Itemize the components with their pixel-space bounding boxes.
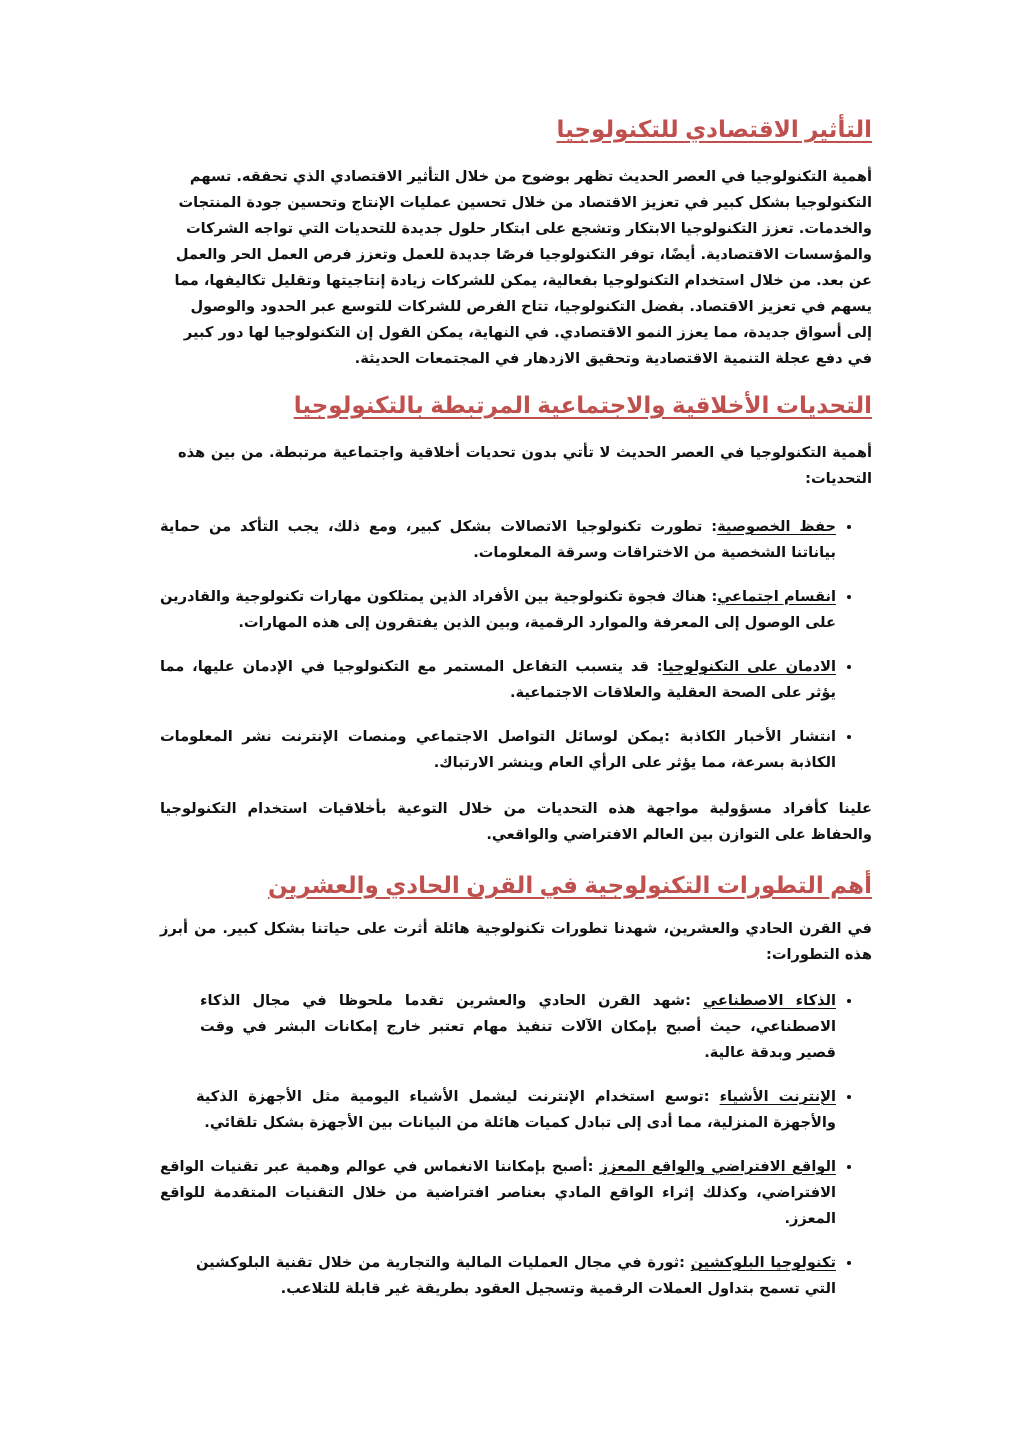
bullet-text: قد يتسبب التفاعل المستمر مع التكنولوجيا في الإدمان عليها، مما يؤثر على الصحة العقلية والعلاقات الاجتماعية. — [160, 658, 836, 701]
economic-impact-paragraph: أهمية التكنولوجيا في العصر الحديث تظهر بوضوح من خلال التأثير الاقتصادي الذي تحققه. تسهم التكنولوجيا بشكل كبير في تعزيز الاقتصاد من خلال تحسين عمليات الإنتاج وتحسين جودة المنتجات والخدمات. تعزز التكنولوجيا الابتكار وتشجع على ابتكار حلول جديدة للتحديات التي تواجه الشركات والمؤسسات الاقتصادية. أيضًا، توفر التكنولوجيا فرصًا جديدة للعمل وتعزز فرص العمل الحر والعمل عن بعد. من خلال استخدام التكنولوجيا بفعالية، يمكن للشركات زيادة إنتاجيتها وتقليل تكاليفها، مما يسهم في تعزيز الاقتصاد. بفضل التكنولوجيا، تتاح الفرص للشركات للتوسع عبر الحدود والوصول إلى أسواق جديدة، مما يعزز النمو الاقتصادي. في النهاية، يمكن القول إن التكنولوجيا لها دور كبير في دفع عجلة التنمية الاقتصادية وتحقيق الازدهار في المجتمعات الحديثة. — [174, 168, 872, 367]
bullet-text: توسع استخدام الإنترنت ليشمل الأشياء اليومية مثل الأجهزة الذكية والأجهزة المنزلية، مما أدى إلى تبادل كميات هائلة من البيانات بين الأجهزة بشكل تلقائي. — [196, 1088, 836, 1131]
bullet-text: شهد القرن الحادي والعشرين تقدما ملحوظا في مجال الذكاء الاصطناعي، حيث أصبح بإمكان الآلات تنفيذ مهام تعتبر خارج إمكانات البشر في وقت قصير وبدقة عالية. — [200, 992, 836, 1061]
ethical-challenges-list — [160, 514, 872, 776]
list-item: • الواقع الافتراضي والواقع المعزز :أصبح بإمكاننا الانغماس في عوالم وهمية عبر تقنيات الواقع الافتراضي، وكذلك إثراء الواقع المادي بعناصر افتراضية من خلال التقنيات المتقدمة للواقع المعزز. — [160, 1154, 836, 1232]
list-item: • انقسام اجتماعي: هناك فجوة تكنولوجية بين الأفراد الذين يمتلكون مهارات تكنولوجية والقادرين على الوصول إلى المعرفة والموارد الرقمية، وبين الذين يفتقرون إلى هذه المهارات. — [160, 584, 836, 636]
section-heading-economic-impact: التأثير الاقتصادي للتكنولوجيا — [556, 116, 872, 142]
section-heading-developments: أهم التطورات التكنولوجية في القرن الحادي والعشرين — [267, 872, 872, 898]
bullet-term: الادمان على التكنولوجيا — [662, 658, 836, 675]
ethical-challenges-closing: علينا كأفراد مسؤولية مواجهة هذه التحديات من خلال التوعية بأخلاقيات استخدام التكنولوجيا والحفاظ على التوازن بين العالم الافتراضي والواقعي. — [160, 800, 872, 843]
list-item: • الإنترنت الأشياء :توسع استخدام الإنترنت ليشمل الأشياء اليومية مثل الأجهزة الذكية والأجهزة المنزلية، مما أدى إلى تبادل كميات هائلة من البيانات بين الأجهزة بشكل تلقائي. — [160, 1084, 836, 1136]
list-item: • الذكاء الاصطناعي :شهد القرن الحادي والعشرين تقدما ملحوظا في مجال الذكاء الاصطناعي، حيث أصبح بإمكان الآلات تنفيذ مهام تعتبر خارج إمكانات البشر في وقت قصير وبدقة عالية. — [160, 988, 836, 1066]
developments-intro: في القرن الحادي والعشرين، شهدنا تطورات تكنولوجية هائلة أثرت على حياتنا بشكل كبير. من أبرز هذه التطورات: — [160, 920, 872, 963]
developments-list — [160, 988, 872, 1302]
list-item: • تكنولوجيا البلوكشين :ثورة في مجال العمليات المالية والتجارية من خلال تقنية البلوكشين التي تسمح بتداول العملات الرقمية وتسجيل العقود بطريقة غير قابلة للتلاعب. — [160, 1250, 836, 1302]
bullet-term: الذكاء الاصطناعي — [703, 992, 837, 1009]
bullet-text: ثورة في مجال العمليات المالية والتجارية من خلال تقنية البلوكشين التي تسمح بتداول العملات الرقمية وتسجيل العقود بطريقة غير قابلة للتلاعب. — [196, 1254, 836, 1297]
bullet-term: تكنولوجيا البلوكشين — [690, 1254, 836, 1271]
bullet-text: أصبح بإمكاننا الانغماس في عوالم وهمية عبر تقنيات الواقع الافتراضي، وكذلك إثراء الواقع المادي بعناصر افتراضية من خلال التقنيات المتقدمة للواقع المعزز. — [160, 1158, 836, 1227]
bullet-term: حفظ الخصوصية — [717, 518, 836, 535]
document-page — [160, 112, 872, 1302]
bullet-term: الإنترنت الأشياء — [719, 1088, 836, 1105]
list-item: • الادمان على التكنولوجيا: قد يتسبب التفاعل المستمر مع التكنولوجيا في الإدمان عليها، مما يؤثر على الصحة العقلية والعلاقات الاجتماعية. — [160, 654, 836, 706]
section-heading-ethical-challenges: التحديات الأخلاقية والاجتماعية المرتبطة بالتكنولوجيا — [293, 392, 872, 418]
bullet-text: هناك فجوة تكنولوجية بين الأفراد الذين يمتلكون مهارات تكنولوجية والقادرين على الوصول إلى المعرفة والموارد الرقمية، وبين الذين يفتقرون إلى هذه المهارات. — [160, 588, 836, 631]
list-item: • انتشار الأخبار الكاذبة :يمكن لوسائل التواصل الاجتماعي ومنصات الإنترنت نشر المعلومات الكاذبة بسرعة، مما يؤثر على الرأي العام وينشر الارتباك. — [160, 724, 836, 776]
bullet-term: الواقع الافتراضي والواقع المعزز — [599, 1158, 836, 1175]
bullet-term: انتشار الأخبار الكاذبة — [679, 728, 837, 745]
list-item: • حفظ الخصوصية: تطورت تكنولوجيا الاتصالات بشكل كبير، ومع ذلك، يجب التأكد من حماية بياناتنا الشخصية من الاختراقات وسرقة المعلومات. — [160, 514, 836, 566]
bullet-text: تطورت تكنولوجيا الاتصالات بشكل كبير، ومع ذلك، يجب التأكد من حماية بياناتنا الشخصية من الاختراقات وسرقة المعلومات. — [160, 518, 836, 561]
bullet-text: يمكن لوسائل التواصل الاجتماعي ومنصات الإنترنت نشر المعلومات الكاذبة بسرعة، مما يؤثر على الرأي العام وينشر الارتباك. — [160, 728, 836, 771]
bullet-term: انقسام اجتماعي — [717, 588, 836, 605]
ethical-challenges-intro: أهمية التكنولوجيا في العصر الحديث لا تأتي بدون تحديات أخلاقية واجتماعية مرتبطة. من بين هذه التحديات: — [178, 444, 872, 487]
